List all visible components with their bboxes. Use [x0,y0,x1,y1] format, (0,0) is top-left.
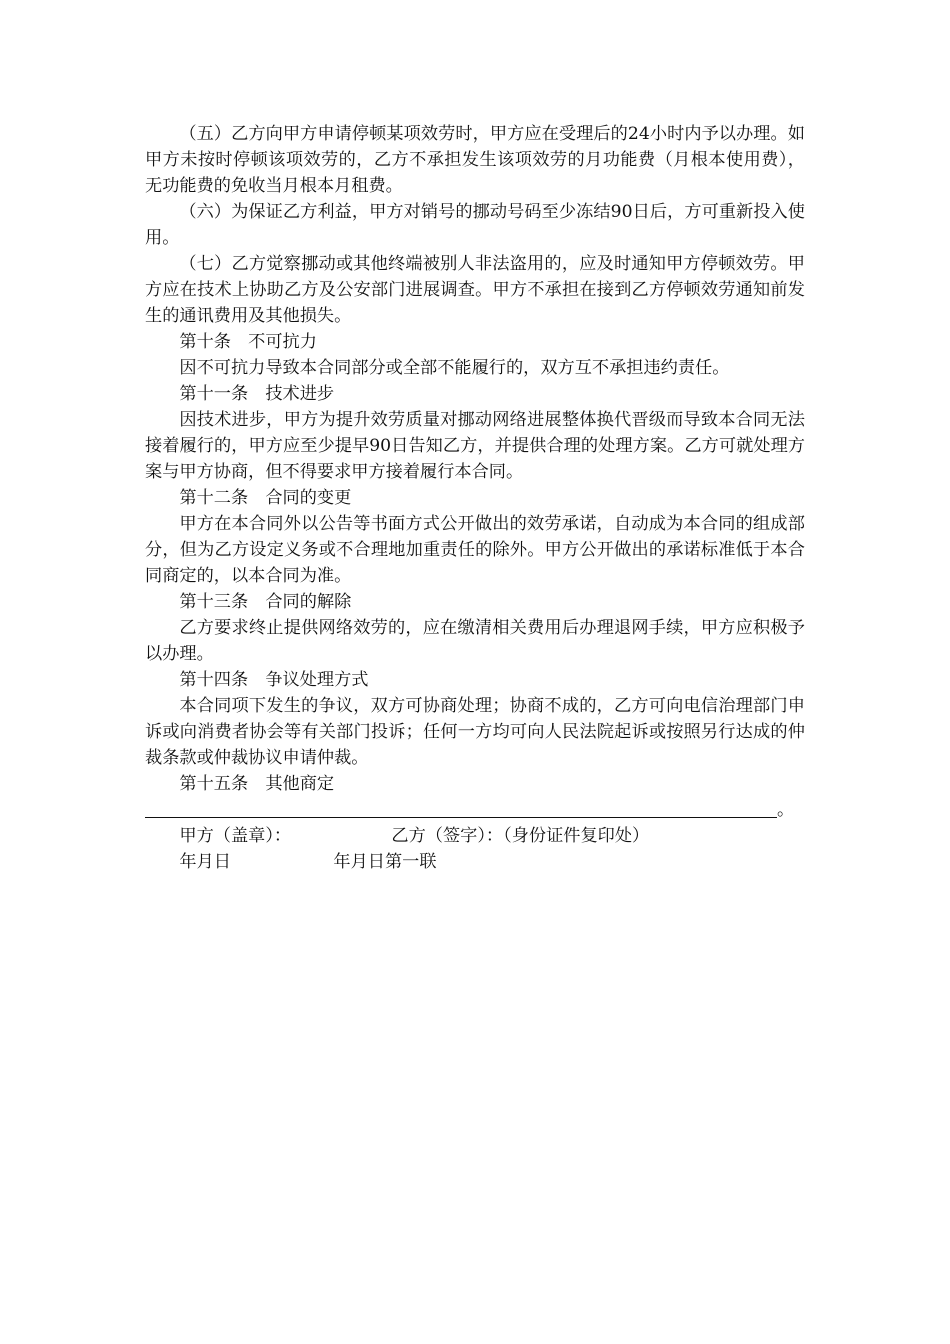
article-14-heading: 第十四条 争议处理方式 [179,670,369,690]
blank-underline [145,817,777,818]
clause-7-paragraph: （七）乙方觉察挪动或其他终端被别人非法盗用的，应及时通知甲方停顿效劳。甲方应在技术上协助乙方及公安部门进展调查。甲方不承担在接到乙方停顿效劳通知前发生的通讯费用及其他损失。 [145,254,805,326]
article-12-body: 甲方在本合同外以公告等书面方式公开做出的效劳承诺，自动成为本合同的组成部分，但为乙方设定义务或不合理地加重责任的除外。甲方公开做出的承诺标准低于本合同商定的，以本合同为准。 [145,514,805,586]
article-14-body: 本合同项下发生的争议，双方可协商处理；协商不成的，乙方可向电信治理部门申诉或向消费者协会等有关部门投诉；任何一方均可向人民法院起诉或按照另行达成的仲裁条款或仲裁协议申请仲裁。 [145,696,805,768]
clause-6-paragraph: （六）为保证乙方利益，甲方对销号的挪动号码至少冻结90日后，方可重新投入使用。 [145,202,805,248]
fill-in-blank-line [145,797,805,823]
party-a-seal-label: 甲方（盖章）： [179,826,292,846]
signature-row [145,823,805,849]
article-15-heading: 第十五条 其他商定 [179,774,335,794]
date-row [145,849,805,875]
article-11-body: 因技术进步，甲方为提升效劳质量对挪动网络进展整体换代晋级而导致本合同无法接着履行的，甲方应至少提早90日告知乙方，并提供合理的处理方案。乙方可就处理方案与甲方协商，但不得要求甲方接着履行本合同。 [145,410,805,482]
article-13-body: 乙方要求终止提供网络效劳的，应在缴清相关费用后办理退网手续，甲方应积极予以办理。 [145,618,805,664]
blank-line-end-mark: 。 [777,800,795,820]
article-12-heading: 第十二条 合同的变更 [179,488,352,508]
article-10-heading: 第十条 不可抗力 [179,332,317,352]
article-10-body: 因不可抗力导致本合同部分或全部不能履行的，双方互不承担违约责任。 [179,358,730,378]
article-13-heading: 第十三条 合同的解除 [179,592,352,612]
party-b-date: 年月日第一联 [333,852,437,872]
party-a-date: 年月日 [179,852,231,872]
clause-5-paragraph: （五）乙方向甲方申请停顿某项效劳时，甲方应在受理后的24小时内予以办理。如甲方未按时停顿该项效劳的，乙方不承担发生该项效劳的月功能费（月根本使用费），无功能费的免收当月根本月租费。 [145,124,805,196]
article-11-heading: 第十一条 技术进步 [179,384,335,404]
party-b-sign-label: 乙方（签字）：（身份证件复印处） [391,826,650,846]
contract-page [145,121,805,875]
